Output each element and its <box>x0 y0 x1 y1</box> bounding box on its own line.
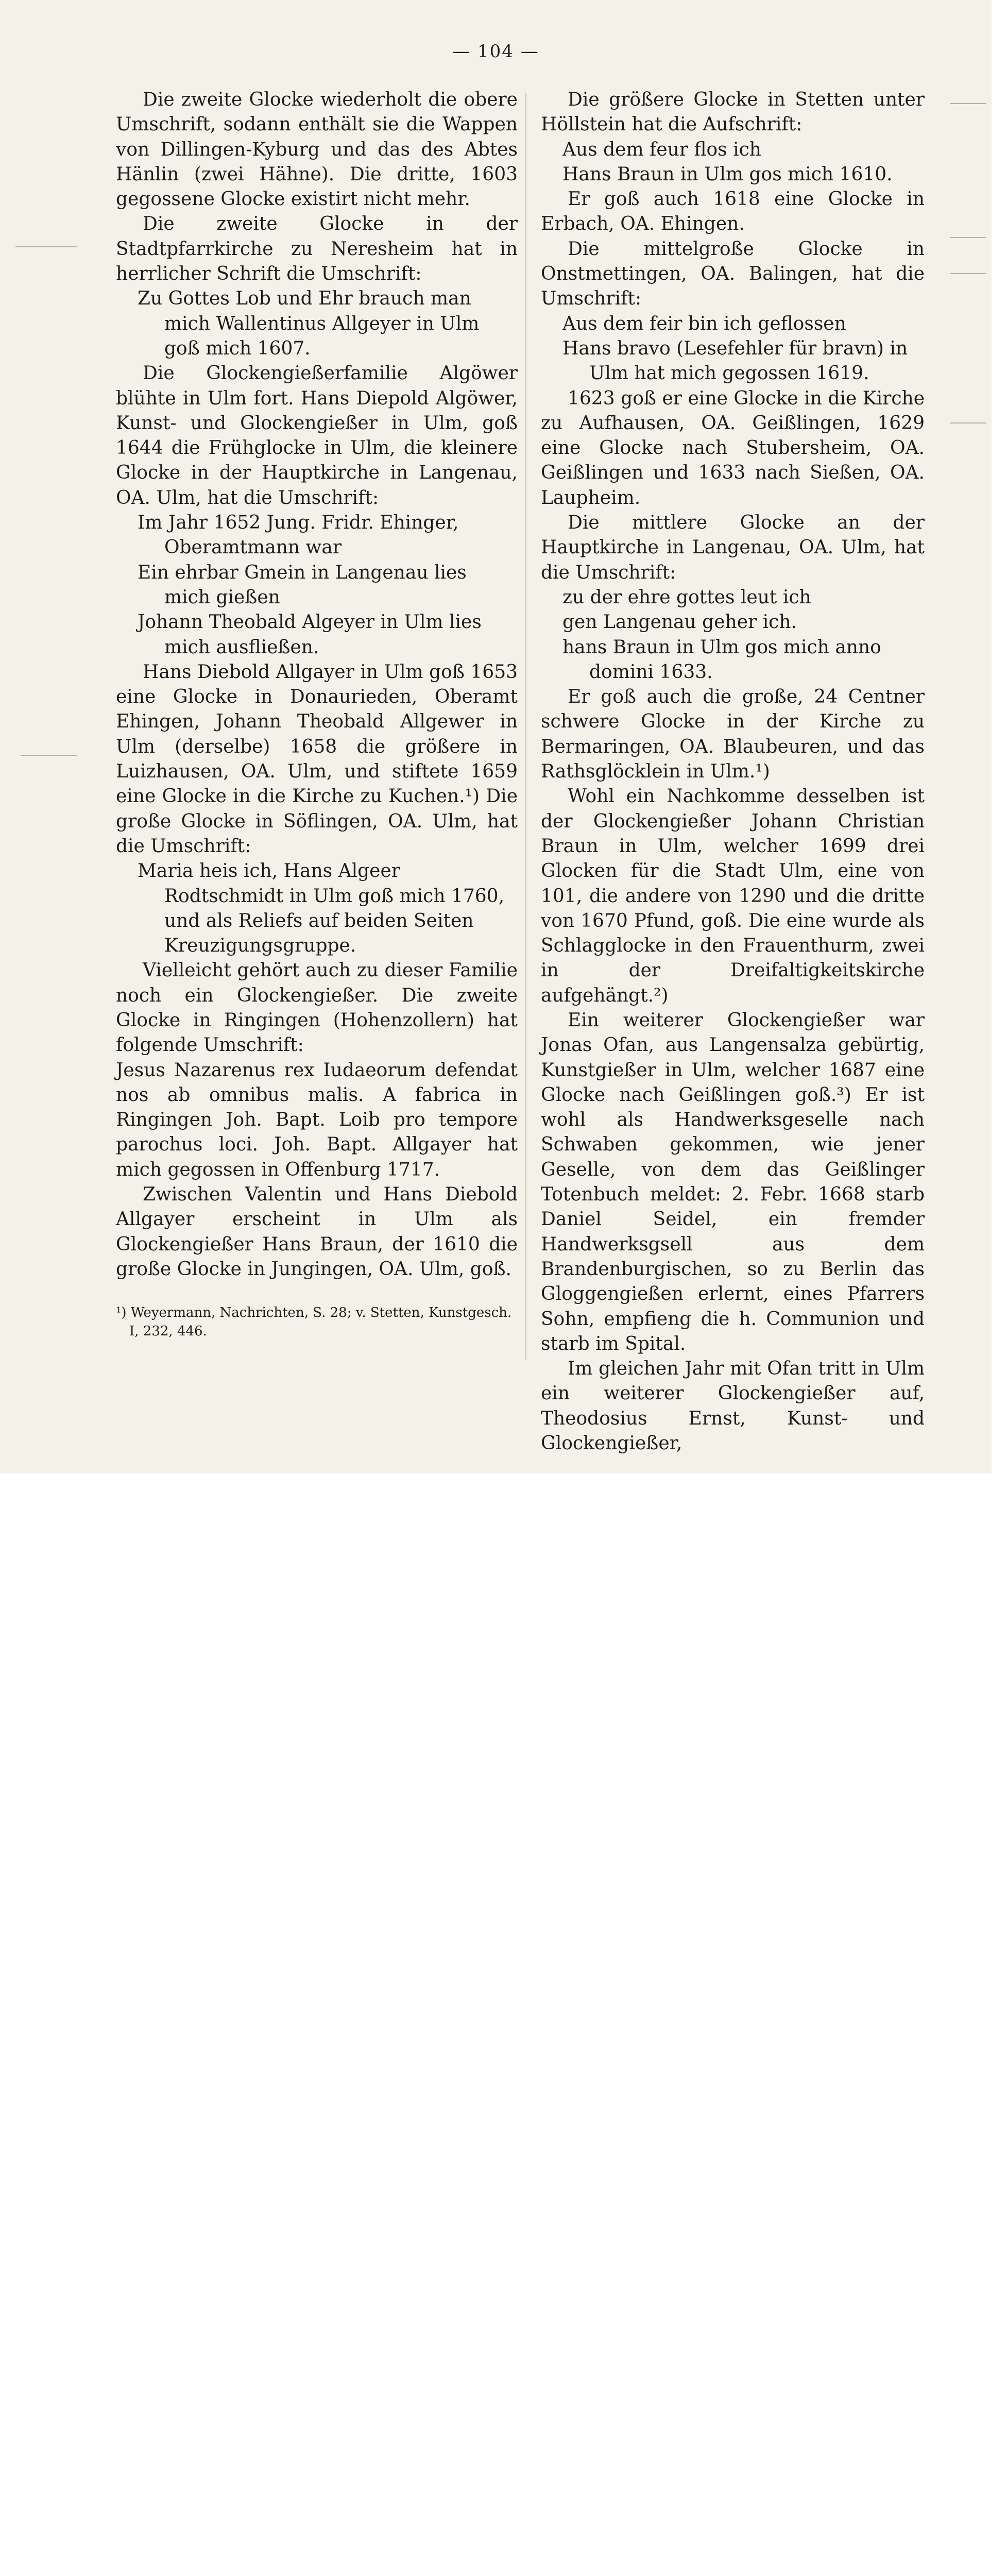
paragraph: Die zweite Glocke in der Stadtpfarrkirche zu Neresheim hat in herrlicher Schrift die Umschrift: <box>116 213 518 285</box>
margin-mark <box>950 422 986 423</box>
bell-inscription: Aus dem feur flos ich <box>562 139 761 160</box>
paragraph: Die größere Glocke in Stetten unter Höllstein hat die Aufschrift: <box>541 89 925 135</box>
left-column <box>116 88 518 1341</box>
margin-mark <box>950 273 986 274</box>
paragraph: Vielleicht gehört auch zu dieser Familie noch ein Glockengießer. Die zweite Glocke in Ringingen (Hohenzollern) hat folgende Umschrift: <box>116 960 518 1056</box>
bell-inscription: Zu Gottes Lob und Ehr brauch man mich Wallentinus Allgeyer in Ulm goß mich 1607. <box>138 288 480 359</box>
margin-mark <box>21 755 77 756</box>
paragraph: Die zweite Glocke wiederholt die obere Umschrift, sodann enthält sie die Wappen von Dillingen-Kyburg und das des Abtes Hänlin (zwei Hähne). Die dritte, 1603 gegossene Glocke existirt nicht mehr. <box>116 89 518 210</box>
paragraph: Die mittelgroße Glocke in Onstmettingen, OA. Balingen, hat die Umschrift: <box>541 238 925 310</box>
margin-mark <box>950 103 986 104</box>
margin-mark <box>950 237 986 238</box>
viewer-footer <box>0 1473 1007 1597</box>
bell-inscription: zu der ehre gottes leut ich <box>562 586 811 608</box>
footnote-separator <box>116 1282 518 1303</box>
paragraph: Die mittlere Glocke an der Hauptkirche in Langenau, OA. Ulm, hat die Umschrift: <box>541 512 925 583</box>
paragraph: Er goß auch 1618 eine Glocke in Erbach, OA. Ehingen. <box>541 189 925 235</box>
margin-mark <box>15 246 77 247</box>
bell-inscription: Aus dem feir bin ich geflossen <box>562 313 846 334</box>
latin-inscription: Jesus Nazarenus rex Iudaeorum defendat nos ab omnibus malis. A fabrica in Ringingen Joh. Bapt. Loib pro tempore parochus loci. Joh. Bapt. Allgayer hat mich gegossen in Offenburg 1717. <box>116 1059 518 1180</box>
bell-inscription: Im Jahr 1652 Jung. Fridr. Ehinger, Oberamtmann war <box>138 512 459 558</box>
bell-inscription: Johann Theobald Algeyer in Ulm lies mich ausfließen. <box>138 612 482 658</box>
paragraph: 1623 goß er eine Glocke in die Kirche zu Aufhausen, OA. Geißlingen, 1629 eine Glocke nach Stubersheim, OA. Geißlingen und 1633 nach Sießen, OA. Laupheim. <box>541 387 925 509</box>
paragraph: Ein weiterer Glockengießer war Jonas Ofan, aus Langensalza gebürtig, Kunstgießer in Ulm, welcher 1687 eine Glocke nach Geißlingen goß.³) Er ist wohl als Handwerksgeselle nach Schwaben gekommen, wie jener Geselle, von dem das Geißlinger Totenbuch meldet: 2. Febr. 1668 starb Daniel Seidel, ein fremder Handwerksgsell aus dem Brandenburgischen, so zu Berlin das Gloggengießen erlernt, eines Pfarrers Sohn, empfieng die h. Communion und starb im Spital. <box>541 1009 925 1354</box>
right-column <box>541 88 925 1533</box>
paragraph: Zwischen Valentin und Hans Diebold Allgayer erscheint in Ulm als Glockengießer Hans Braun, der 1610 die große Glocke in Jungingen, OA. Ulm, goß. <box>116 1184 518 1280</box>
footnote: ¹) Weyermann, Nachrichten, S. 28; v. Stetten, Kunstgesch. I, 232, 446. <box>116 1305 512 1340</box>
paragraph: Hans Diebold Allgayer in Ulm goß 1653 eine Glocke in Donaurieden, Oberamt Ehingen, Johann Theobald Allgewer in Ulm (derselbe) 1658 die größere in Luizhausen, OA. Ulm, und stiftete 1659 eine Glocke in die Kirche zu Kuchen.¹) Die große Glocke in Söflingen, OA. Ulm, hat die Umschrift: <box>116 661 518 857</box>
paragraph: Die Glockengießerfamilie Algöwer blühte in Ulm fort. Hans Diepold Algöwer, Kunst- und Glockengießer in Ulm, goß 1644 die Frühglocke in Ulm, die kleinere Glocke in der Hauptkirche in Langenau, OA. Ulm, hat die Umschrift: <box>116 363 518 509</box>
column-divider <box>525 93 526 1360</box>
bell-inscription: hans Braun in Ulm gos mich anno domini 1633. <box>562 636 881 683</box>
bell-inscription: Hans bravo (Lesefehler für bravn) in Ulm hat mich gegossen 1619. <box>562 337 908 384</box>
page-number: — 104 — <box>452 41 539 62</box>
bell-inscription: Ein ehrbar Gmein in Langenau lies mich gießen <box>138 562 467 608</box>
bell-inscription: Hans Braun in Ulm gos mich 1610. <box>562 163 893 185</box>
bell-inscription: Maria heis ich, Hans Algeer Rodtschmidt in Ulm goß mich 1760, und als Reliefs auf beiden Seiten Kreuzigungsgruppe. <box>138 860 505 957</box>
bell-inscription: gen Langenau geher ich. <box>562 612 797 633</box>
paragraph: Er goß auch die große, 24 Centner schwere Glocke in der Kirche zu Bermaringen, OA. Blaubeuren, und das Rathsglöcklein in Ulm.¹) <box>541 686 925 783</box>
paragraph: Wohl ein Nachkomme desselben ist der Glockengießer Johann Christian Braun in Ulm, welcher 1699 drei Glocken für die Stadt Ulm, eine von 101, die andere von 1290 und die dritte von 1670 Pfund, goß. Die eine wurde als Schlagglocke in den Frauenthurm, zwei in der Dreifaltigkeitskirche aufgehängt.²) <box>541 786 925 1006</box>
paragraph: Im gleichen Jahr mit Ofan tritt in Ulm ein weiterer Glockengießer auf, Theodosius Ernst, Kunst- und Glockengießer, <box>541 1358 925 1454</box>
